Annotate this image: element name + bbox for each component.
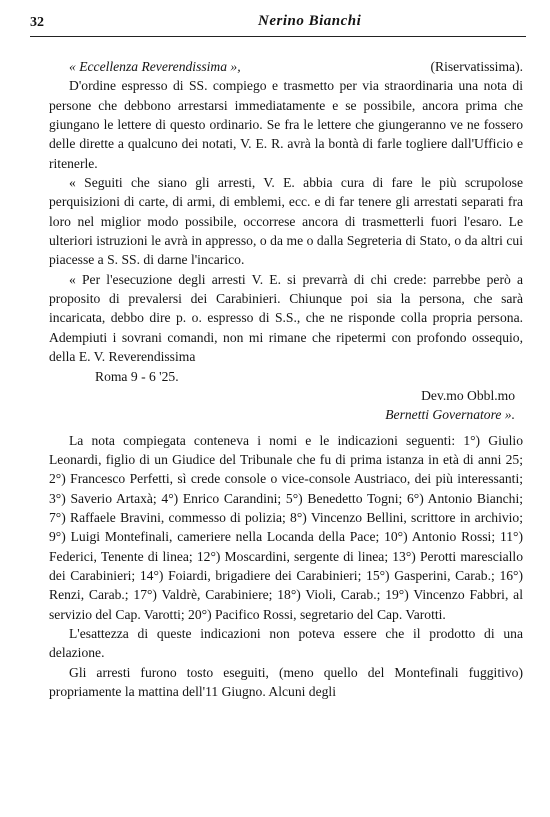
letter-heading xyxy=(49,57,523,76)
letter-date: Roma 9 - 6 '25. xyxy=(95,368,179,384)
narrative-paragraph: La nota compiegata conteneva i nomi e le indicazioni seguenti: 1°) Giulio Leonardi, figlio di un Giudice del Tribunale che fu di prima istanza in età di anni 25; 2°) Francesco Perfetti, sì crede console o vice-console Austriaco, dei più interessanti; 3°) Saverio Artaxà; 4°) Enrico Carandini; 5°) Benedetto Togni; 6°) Antonio Bianchi; 7°) Raffaele Bravini, commesso di polizia; 8°) Vincenzo Bellini, scrittore in archivio; 9°) Luigi Montefinali, cameriere nella Locanda della Pace; 10°) Antonio Rossi; 11°) Federici, Tenente di linea; 12°) Moscardini, sergente di linea; 13°) Perotti maresciallo dei Carabinieri; 14°) Foiardi, brigadiere dei Carabinieri; 15°) Gasperini, Carab.; 16°) Renzi, Carab.; 17°) Valdrè, Carabiniere; 18°) Violi, Carab.; 19°) Vincenzo Fabbri, al servizio del Cap. Varotti; 20°) Pacifico Rossi, segretario del Cap. Varotti. xyxy=(49,432,523,622)
letter-salutation: « Eccellenza Reverendissima », xyxy=(69,59,241,74)
narrative-paragraph: Gli arresti furono tosto eseguiti, (meno quello del Montefinali fuggitivo) propriamente la mattina dell'11 Giugno. Alcuni degli xyxy=(49,664,523,699)
letter-paragraph: « Seguiti che siano gli arresti, V. E. abbia cura di fare le più scrupolose perquisizioni di carte, di armi, di emblemi, ecc. e di far tenere gli arrestati separati fra loro nel miglior modo possibile, occorrese ancora di trasmetterli fuori l'esaro. Le ulteriori istruzioni le avrà in appresso, o da me o dalla Segreteria di Stato, o da altri cui piacesse a S. SS. di darne l'incarico. xyxy=(49,175,523,268)
running-head: Nerino Bianchi xyxy=(258,13,362,29)
page-header xyxy=(30,12,526,37)
letter-classification: (Riservatissima). xyxy=(430,59,523,74)
signature-title: Dev.mo Obbl.mo xyxy=(421,387,515,403)
signature-name: Bernetti Governatore ». xyxy=(385,407,515,423)
page-number: 32 xyxy=(30,15,44,30)
narrative-paragraph: L'esattezza di queste indicazioni non poteva essere che il prodotto di una delazione. xyxy=(49,625,523,661)
page-body xyxy=(49,57,523,701)
letter-paragraph: « Per l'esecuzione degli arresti V. E. si prevarrà di chi crede: parrebbe però a proposito di prevalersi dei Carabinieri. Chiunque poi sia la persona, che sarà incaricata, debbo dire p. o. espresso di S.S., che ne risponde colla propria persona. Adempiuti i sovrani comandi, non mi rimane che ripetermi con profondo ossequio, della E. V. Reverendissima xyxy=(49,271,523,365)
letter-paragraph: D'ordine espresso di SS. compiego e trasmetto per via straordinaria una nota di persone che debbono arrestarsi immediatamente e se possibile, ancora prima che giungano le lettere di questo ordinario. Se fra le lettere che giungeranno ve ne fossero delle dirette a qualcuno dei notati, V. E. R. avrà la bontà di farle togliere dall'Ufficio e ritenerle. xyxy=(49,78,523,171)
